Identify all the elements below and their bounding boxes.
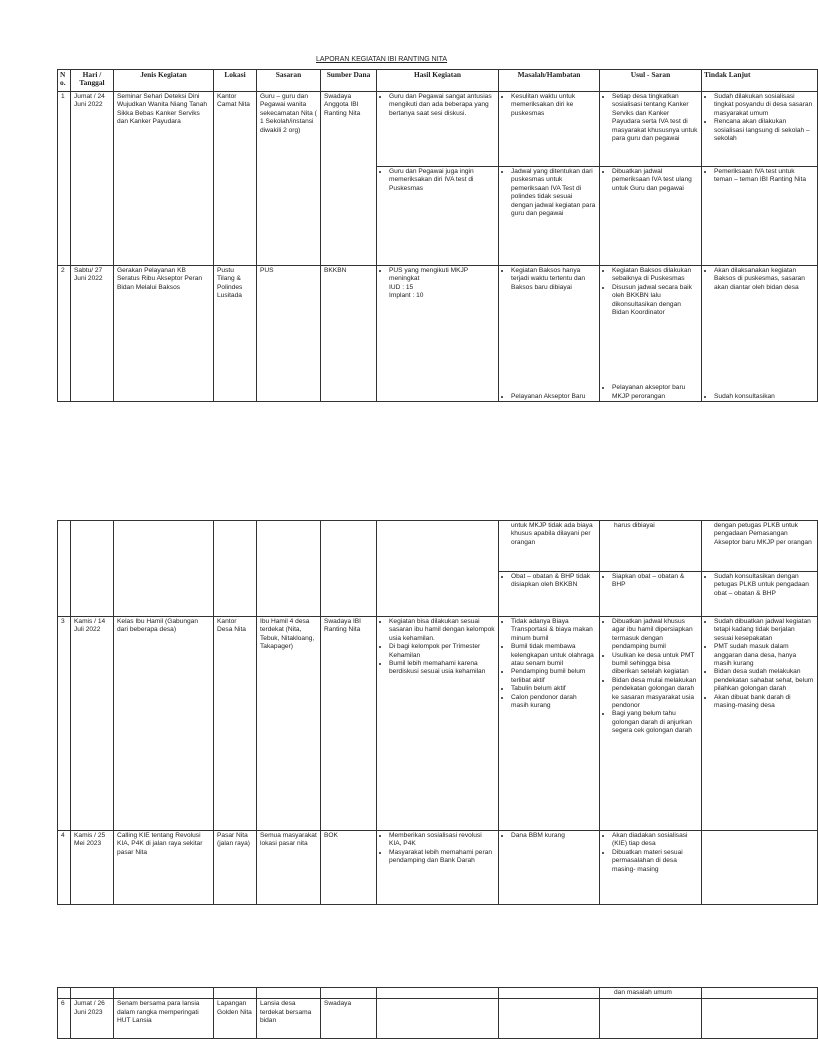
cell-jenis <box>114 988 214 999</box>
cell-hari <box>71 521 114 617</box>
list-item: • Setiap desa tingkatkan sosialisasi tentang Kanker Serviks dan Kanker Payudara serta IVA test di masyarakat khususnya untuk para guru dan pegawai <box>612 93 698 143</box>
list-item: • Sudah dilakukan sosialisasi tingkat posyandu di desa sasaran masyarakat umum <box>714 93 814 118</box>
cell-lokasi <box>214 988 257 999</box>
cell-jenis: Senam bersama para lansia dalam rangka memperingati HUT Lansia <box>114 999 214 1039</box>
list-item: • Dibuatkan jadwal pemeriksaan IVA test ulang untuk Guru dan pegawai <box>612 168 698 193</box>
list-item: • Guru dan Pegawai juga ingin memeriksakan diri IVA test di Puskesmas <box>389 168 495 193</box>
cell-usul <box>600 999 702 1039</box>
list-item: • Di bagi kelompok per Trimester Kehamilan <box>389 643 495 660</box>
cell-tindak <box>702 617 818 831</box>
list-item: • Usulkan ke desa untuk PMT bumil sehingga bisa diberikan setelah kegiatan <box>612 652 698 677</box>
cell-usul <box>600 167 702 266</box>
cell-lokasi: Pasar Nita (jalan raya) <box>214 831 257 905</box>
cell-lokasi: Pustu Tilang & Polindes Lusitada <box>214 266 257 402</box>
cell-masalah <box>499 988 600 999</box>
cell-jenis: Seminar Sehari Deteksi Dini Wujudkan Wanita Niang Tanah Sikka Bebas Kanker Serviks dan Kanker Payudara <box>114 92 214 266</box>
list-item: • Dana BBM kurang <box>511 832 596 840</box>
list-item: • Obat – obatan & BHP tidak disiapkan oleh BKKBN <box>511 573 596 590</box>
list-item: • Calon pendonor darah masih kurang <box>511 694 596 711</box>
col-header-sasaran: Sasaran <box>257 70 321 92</box>
cell-sumber: BKKBN <box>321 266 377 402</box>
list-item: • Bumil tidak membawa kelengkapan untuk olahraga atau senam bumil <box>511 643 596 668</box>
cell-no: 2 <box>58 266 71 402</box>
header-row <box>58 70 818 92</box>
cell-jenis: Gerakan Pelayanan KB Seratus Ribu Akseptor Peran Bidan Melalui Baksos <box>114 266 214 402</box>
cell-lokasi <box>214 521 257 617</box>
cell-usul <box>600 572 702 617</box>
cell-tindak <box>702 999 818 1039</box>
col-header-jenis: Jenis Kegiatan <box>114 70 214 92</box>
cell-no <box>58 988 71 999</box>
cell-hasil <box>377 521 499 617</box>
cell-sumber: Swadaya <box>321 999 377 1039</box>
cell-tindak <box>702 167 818 266</box>
cell-jenis <box>114 521 214 617</box>
list-item: • Kegiatan Baksos dilakukan sebaiknya di Puskesmas <box>612 267 698 284</box>
cell-sasaran <box>257 988 321 999</box>
cell-sumber: Swadaya IBI Ranting Nita <box>321 617 377 831</box>
cell-masalah <box>499 572 600 617</box>
list-item: • Tabulin belum aktif <box>511 685 596 693</box>
list-item: • Rencana akan dilakukan sosialisasi langsung di sekolah – sekolah <box>714 118 814 143</box>
cell-no: 1 <box>58 92 71 266</box>
list-item: • Kegiatan Baksos hanya terjadi waktu tertentu dan Baksos baru dibiayai <box>511 267 596 292</box>
cell-sasaran: PUS <box>257 266 321 402</box>
cell-hari: Jumat / 24 Juni 2022 <box>71 92 114 266</box>
col-header-tindak: Tindak Lanjut <box>702 70 818 92</box>
cell-sumber: BOK <box>321 831 377 905</box>
report-table-page-1 <box>57 69 818 402</box>
list-item: • Kesulitan waktu untuk memeriksakan diri ke puskesmas <box>511 93 596 118</box>
cell-sasaran: Lansia desa terdekat bersama bidan <box>257 999 321 1039</box>
cell-masalah <box>499 831 600 905</box>
list-item: • Dibuatkan jadwal khusus agar ibu hamil dipersiapkan termasuk dengan pendamping bumil <box>612 618 698 652</box>
cell-jenis: Kelas Ibu Hamil (Gabungan dari beberapa desa) <box>114 617 214 831</box>
cell-tindak <box>702 988 818 999</box>
report-table-page-2 <box>57 520 818 905</box>
cell-hari: Kamis / 25 Mei 2023 <box>71 831 114 905</box>
cell-lokasi: Kantor Camat Nita <box>214 92 257 266</box>
report-title: LAPORAN KEGIATAN IBI RANTING NITA <box>316 56 448 63</box>
report-table-page-3 <box>57 987 818 1039</box>
list-item: • PMT sudah masuk dalam anggaran dana desa, hanya masih kurang <box>714 643 814 668</box>
list-item: • Guru dan Pegawai sangat antusias mengikuti dan ada beberapa yang bertanya saat sesi diskusi. <box>389 93 495 118</box>
table-row <box>58 988 818 999</box>
list-item: • Sudah dibuatkan jadwal kegiatan tetapi kadang tidak berjalan sesuai kesepakatan <box>714 618 814 643</box>
list-item: • Bidan desa sudah melakukan pendekatan sahabat sehat, belum pilahkan golongan darah <box>714 668 814 693</box>
cell-masalah <box>499 266 600 402</box>
cell-hasil <box>377 988 499 999</box>
hasil-text: PUS yang mengikuti MKJP meningkat <box>389 267 469 283</box>
list-item: • Siapkan obat – obatan & BHP <box>612 573 698 590</box>
cell-tindak: dengan petugas PLKB untuk pengadaan Pemasangan Akseptor baru MKJP per orangan <box>702 521 818 572</box>
cell-usul <box>600 92 702 167</box>
cell-hari <box>71 988 114 999</box>
list-item <box>389 267 495 301</box>
cell-hari: Jumat / 26 Juni 2023 <box>71 999 114 1039</box>
list-item: • Akan dilaksanakan kegiatan Baksos di puskesmas, sasaran akan diantar oleh bidan desa <box>714 267 814 292</box>
cell-sumber: Swadaya Anggota IBI Ranting Nita <box>321 92 377 266</box>
cell-hari: Kamis / 14 Juli 2022 <box>71 617 114 831</box>
table-row <box>58 92 818 167</box>
cell-hasil <box>377 92 499 167</box>
col-header-hari: Hari / Tanggal <box>71 70 114 92</box>
list-item: • Pelayanan Akseptor Baru <box>511 393 585 401</box>
list-item: • Pendamping bumil belum terlibat aktif <box>511 668 596 685</box>
cell-sasaran: Semua masyarakat lokasi pasar nita <box>257 831 321 905</box>
list-item: • Bidan desa mulai melakukan pendekatan golongan darah ke sasaran masyarakat usia pendonor <box>612 677 698 711</box>
list-item: • Bumil lebih memahami karena berdiskusi sesuai usia kehamilan <box>389 660 495 677</box>
list-item: • Tidak adanya Biaya Transportasi & biaya makan minum bumil <box>511 618 596 643</box>
cell-no: 6 <box>58 999 71 1039</box>
cell-hasil <box>377 831 499 905</box>
cell-no: 4 <box>58 831 71 905</box>
cell-tindak <box>702 92 818 167</box>
list-item: • Bagi yang belum tahu golongan darah di anjurkan segera cek golongan darah <box>612 710 698 735</box>
list-item: • Kegiatan bisa dilakukan sesuai sasaran ibu hamil dengan kelompok usia kehamilan. <box>389 618 495 643</box>
cell-usul <box>600 617 702 831</box>
cell-hari: Sabtu/ 27 Juni 2022 <box>71 266 114 402</box>
list-item: • Sudah konsultasikan dengan petugas PLKB untuk pengadaan obat – obatan & BHP <box>714 573 814 598</box>
cell-hasil <box>377 167 499 266</box>
table-row <box>58 617 818 831</box>
hasil-implant: Implant : 10 <box>389 292 424 300</box>
table-row <box>58 266 818 402</box>
table-row <box>58 999 818 1039</box>
cell-hasil <box>377 999 499 1039</box>
list-item: • Akan dibuat bank darah di masing-masing desa <box>714 694 814 711</box>
list-item: • Sudah konsultasikan <box>714 393 775 401</box>
cell-masalah: untuk MKJP tidak ada biaya khusus apabila dilayani per orangan <box>499 521 600 572</box>
table-row <box>58 521 818 572</box>
col-header-usul: Usul - Saran <box>600 70 702 92</box>
list-item: • Jadwal yang ditentukan dari puskesmas untuk pemeriksaan IVA Test di polindes tidak sesuai dengan jadwal kegiatan para guru dan pegawai <box>511 168 596 218</box>
cell-jenis: Calling KIE tentang Revolusi KIA, P4K di jalan raya sekitar pasar Nita <box>114 831 214 905</box>
cell-sumber <box>321 521 377 617</box>
list-item: • Disusun jadwal secara baik oleh BKKBN lalu dikonsultasikan dengan Bidan Koordinator <box>612 284 698 318</box>
cell-sumber <box>321 988 377 999</box>
col-header-masalah: Masalah/Hambatan <box>499 70 600 92</box>
cell-tindak <box>702 266 818 402</box>
cell-tindak <box>702 572 818 617</box>
list-item: • Akan diadakan sosialisasi (KIE) tiap desa <box>612 832 698 849</box>
list-item: • Pemeriksaan IVA test untuk teman – teman IBI Ranting Nita <box>714 168 814 185</box>
cell-sasaran: Guru – guru dan Pegawai wanita sekecamatan Nita ( 1 Sekolah/instansi diwakili 2 org) <box>257 92 321 266</box>
cell-masalah <box>499 999 600 1039</box>
col-header-no: N o. <box>58 70 71 92</box>
cell-hasil <box>377 617 499 831</box>
list-item: • Pelayanan akseptor baru MKJP perorangan <box>612 384 702 401</box>
cell-no <box>58 521 71 617</box>
cell-sasaran <box>257 521 321 617</box>
table-row <box>58 831 818 905</box>
cell-no: 3 <box>58 617 71 831</box>
cell-masalah <box>499 167 600 266</box>
cell-usul: harus dibiayai <box>600 521 702 572</box>
cell-lokasi: Kantor Desa Nita <box>214 617 257 831</box>
hasil-iud: IUD : 15 <box>389 283 414 291</box>
cell-lokasi: Lapangan Golden Nita <box>214 999 257 1039</box>
col-header-lokasi: Lokasi <box>214 70 257 92</box>
cell-masalah <box>499 617 600 831</box>
cell-usul <box>600 831 702 905</box>
list-item: • Dibuatkan materi sesuai permasalahan di desa masing- masing <box>612 849 698 874</box>
list-item: • Memberikan sosialisasi revolusi KIA, P4K <box>389 832 495 849</box>
cell-usul: dan masalah umum <box>600 988 702 999</box>
cell-usul <box>600 266 702 402</box>
col-header-sumber: Sumber Dana <box>321 70 377 92</box>
cell-tindak <box>702 831 818 905</box>
cell-hasil <box>377 266 499 402</box>
cell-sasaran: Ibu Hamil 4 desa terdekat (Nita, Tebuk, Nitakloang, Takapager) <box>257 617 321 831</box>
cell-masalah <box>499 92 600 167</box>
list-item: • Masyarakat lebih memahami peran pendamping dan Bank Darah <box>389 849 495 866</box>
col-header-hasil: Hasil Kegiatan <box>377 70 499 92</box>
